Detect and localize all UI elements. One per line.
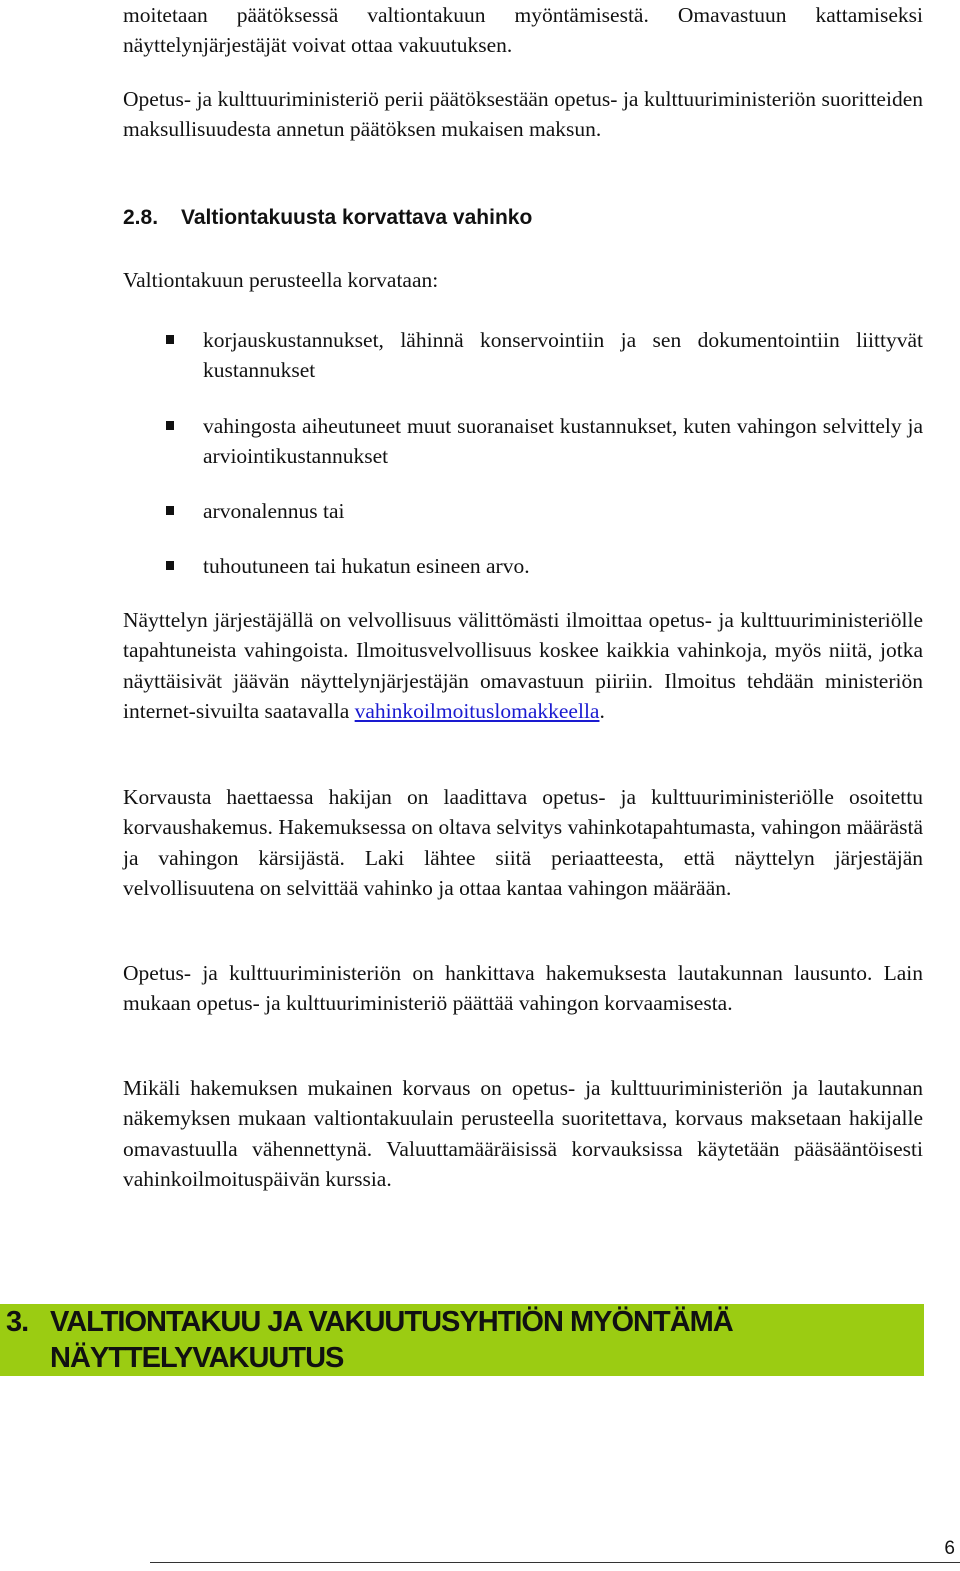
list-item — [123, 325, 923, 386]
footer-divider — [150, 1562, 960, 1563]
list-item — [123, 496, 923, 526]
bullet-square-icon — [166, 335, 174, 344]
paragraph-ilmoitusvelvollisuus — [123, 605, 923, 726]
paragraph-korvaushakemus: Korvausta haettaessa hakijan on laadittava opetus- ja kulttuuriministeriölle osoitettu korvaushakemus. Hakemuksessa on oltava selvitys vahinkotapahtumasta, vahingon määrästä ja vahingon kärsijästä. Laki lähtee siitä periaatteesta, että näyttelyn järjestäjän velvollisuutena on selvittää vahinko ja ottaa kantaa vahingon määrään. — [123, 785, 923, 900]
page-number: 6 — [944, 1538, 955, 1559]
list-item-text: arvonalennus tai — [203, 499, 345, 524]
list-item — [123, 551, 923, 581]
chapter-title: VALTIONTAKUU JA VAKUUTUSYHTIÖN MYÖNTÄMÄ NÄYTTELYVAKUUTUS — [50, 1306, 733, 1374]
list-item — [123, 411, 923, 472]
bullet-square-icon — [166, 506, 174, 515]
paragraph-maksu: Opetus- ja kulttuuriministeriö perii päätöksestään opetus- ja kulttuuriministeriön suoritteiden maksullisuudesta annetun päätöksen mukaisen maksun. — [123, 87, 923, 142]
list-item-text: vahingosta aiheutuneet muut suoranaiset kustannukset, kuten vahingon selvittely ja arviointikustannukset — [203, 413, 923, 468]
damage-report-form-link[interactable]: vahinkoilmoituslomakkeella — [354, 698, 600, 723]
compensation-list — [123, 325, 923, 582]
section-title: Valtiontakuusta korvattava vahinko — [181, 206, 533, 229]
section-number: 2.8. — [123, 206, 159, 229]
bullet-square-icon — [166, 421, 174, 430]
bullet-square-icon — [166, 561, 174, 570]
list-item-text: tuhoutuneen tai hukatun esineen arvo. — [203, 554, 530, 579]
paragraph-omavastuu: moitetaan päätöksessä valtiontakuun myöntämisestä. Omavastuun kattamiseksi näyttelynjärjestäjät voivat ottaa vakuutuksen. — [123, 3, 923, 58]
paragraph-end: . — [599, 698, 605, 723]
section-intro: Valtiontakuun perusteella korvataan: — [123, 268, 439, 292]
paragraph-lausunto: Opetus- ja kulttuuriministeriön on hankittava hakemuksesta lautakunnan lausunto. Lain mukaan opetus- ja kulttuuriministeriö päättää vahingon korvaamisesta. — [123, 961, 923, 1016]
paragraph-text: Näyttelyn järjestäjällä on velvollisuus välittömästi ilmoittaa opetus- ja kulttuuriministeriölle tapahtuneista vahingoista. Ilmoitusvelvollisuus koskee kaikkia vahinkoja, myös niitä, jotka näyttäisivät jäävän näyttelynjärjestäjän omavastuun piiriin. Ilmoitus tehdään ministeriön internet-sivuilta saatavalla — [123, 608, 923, 723]
list-item-text: korjauskustannukset, lähinnä konservointiin ja sen dokumentointiin liittyvät kustannukset — [203, 328, 923, 383]
chapter-heading — [6, 1304, 906, 1376]
section-heading — [123, 203, 923, 233]
chapter-number: 3. — [6, 1306, 29, 1338]
paragraph-korvaus: Mikäli hakemuksen mukainen korvaus on opetus- ja kulttuuriministeriön ja lautakunnan näkemyksen mukaan valtiontakuulain perusteella suoritettava, korvaus maksetaan hakijalle omavastuulla vähennettynä. Valuuttamääräisissä korvauksissa käytetään pääsääntöisesti vahinkoilmoituspäivän kurssia. — [123, 1076, 923, 1191]
